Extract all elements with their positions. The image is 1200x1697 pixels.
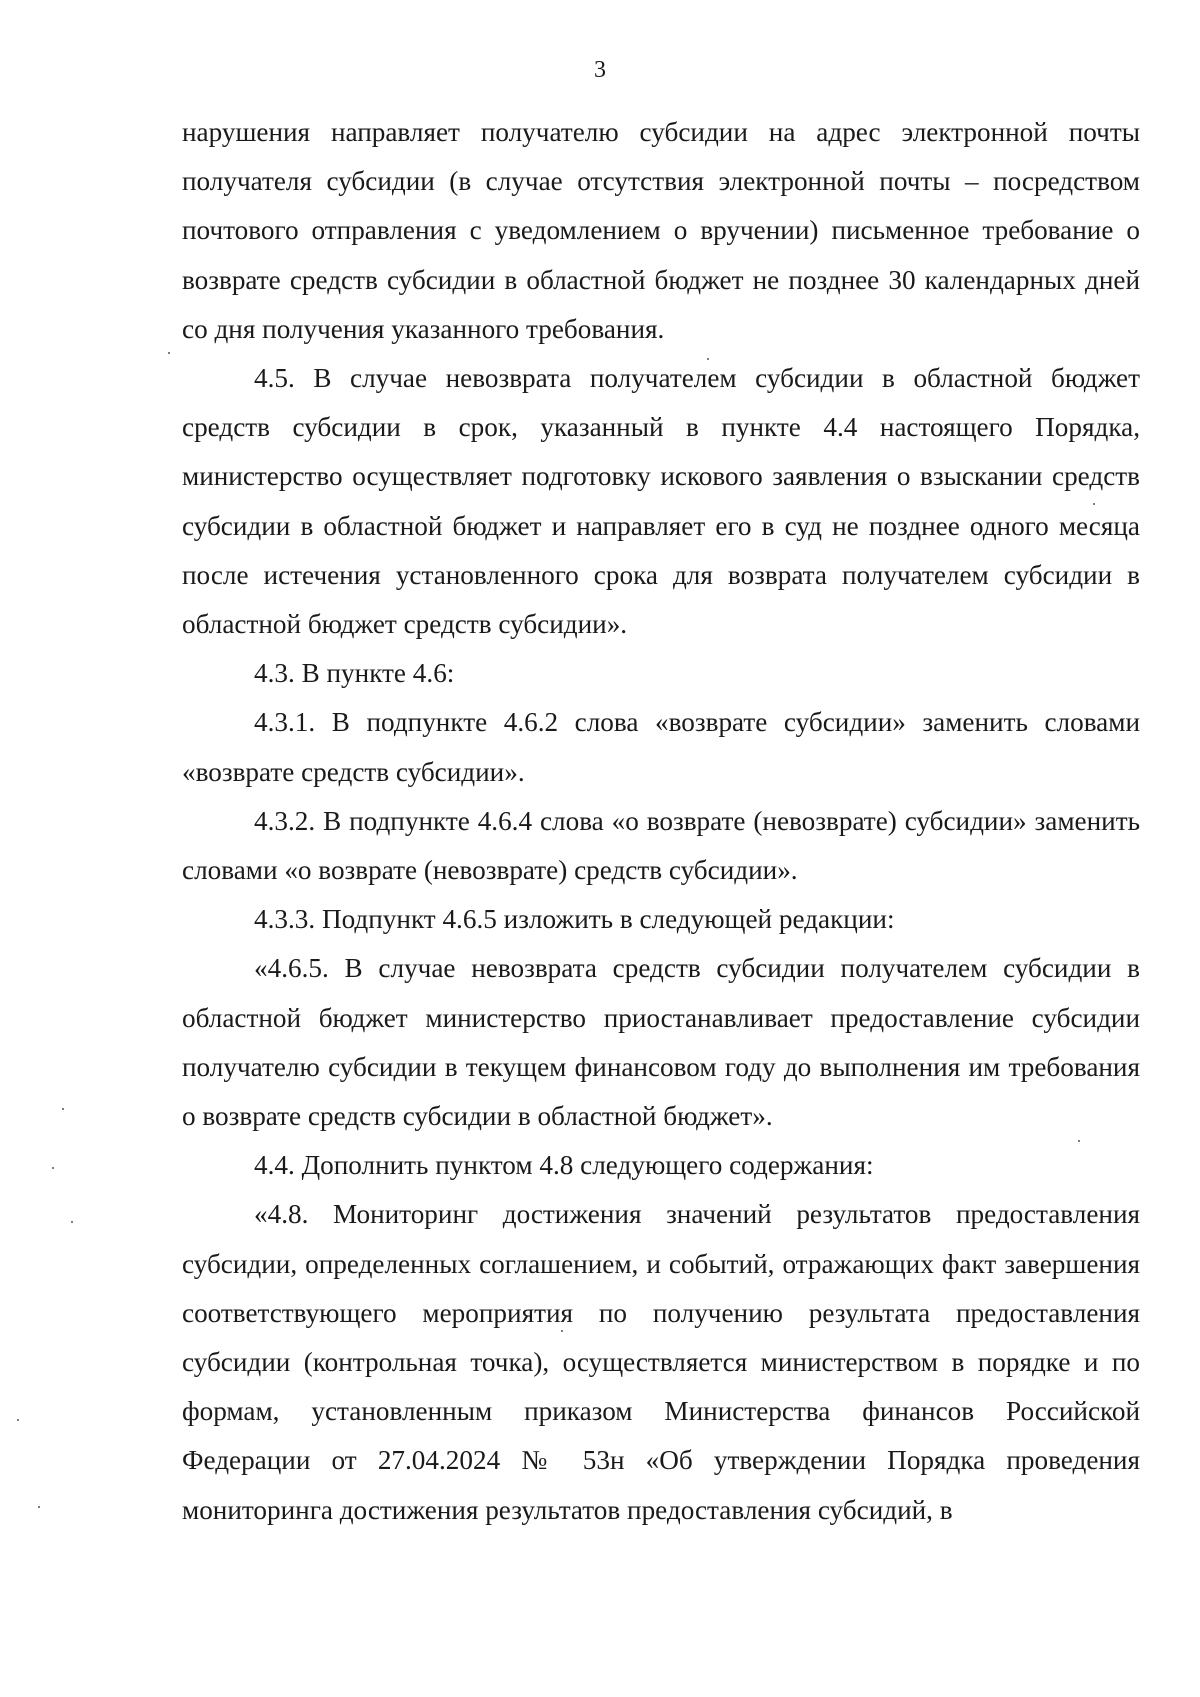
paragraph-4-3: 4.3. В пункте 4.6:	[254, 658, 455, 689]
scan-speck	[62, 1108, 64, 1110]
paragraph-4-5: 4.5. В случае невозврата получателем субсидии в областной бюджет средств субсидии в срок, указанный в пункте 4.4 настоящего Порядка, министерство осуществляет подготовку искового заявления о взыскании средств субсидии в областной бюджет и направляет его в суд не позднее одного месяца после истечения установленного срока для возврата получателем субсидии в областной бюджет средств субсидии».	[182, 363, 1140, 640]
scan-speck	[38, 1506, 40, 1508]
page-number: 3	[594, 57, 606, 83]
scan-speck	[561, 1330, 563, 1332]
paragraph-continuation: нарушения направляет получателю субсидии на адрес электронной почты получателя субсидии (в случае отсутствия электронной почты – посредством почтового отправления с уведомлением о вручении) письменное требование о возврате средств субсидии в областной бюджет не позднее 30 календарных дней со дня получения указанного требования.	[182, 117, 1140, 344]
scan-speck	[1093, 503, 1095, 505]
scan-speck	[707, 358, 709, 360]
paragraph-4-4: 4.4. Дополнить пунктом 4.8 следующего содержания:	[254, 1150, 874, 1181]
scan-speck	[71, 1221, 73, 1223]
scan-speck	[168, 352, 170, 354]
paragraph-4-3-1: 4.3.1. В подпункте 4.6.2 слова «возврате субсидии» заменить словами «возврате средств субсидии».	[182, 707, 1140, 787]
scan-speck	[1078, 1140, 1080, 1142]
scan-speck	[17, 1419, 19, 1421]
scan-speck	[52, 1167, 54, 1169]
paragraph-4-8: «4.8. Мониторинг достижения значений результатов предоставления субсидии, определенных соглашением, и событий, отражающих факт завершения соответствующего мероприятия по получению результата предоставления субсидии (контрольная точка), осуществляется министерством в порядке и по формам, установленным приказом Министерства финансов Российской Федерации от 27.04.2024 № 53н «Об утверждении Порядка проведения мониторинга достижения результатов предоставления субсидий, в	[182, 1199, 1140, 1525]
paragraph-4-3-2: 4.3.2. В подпункте 4.6.4 слова «о возврате (невозврате) субсидии» заменить словами «о возврате (невозврате) средств субсидии».	[182, 805, 1140, 886]
paragraph-4-6-5: «4.6.5. В случае невозврата средств субсидии получателем субсидии в областной бюджет министерство приостанавливает предоставление субсидии получателю субсидии в текущем финансовом году до выполнения им требования о возврате средств субсидии в областной бюджет».	[182, 953, 1140, 1132]
paragraph-4-3-3: 4.3.3. Подпункт 4.6.5 изложить в следующей редакции:	[254, 904, 895, 935]
document-body	[182, 108, 1140, 1535]
